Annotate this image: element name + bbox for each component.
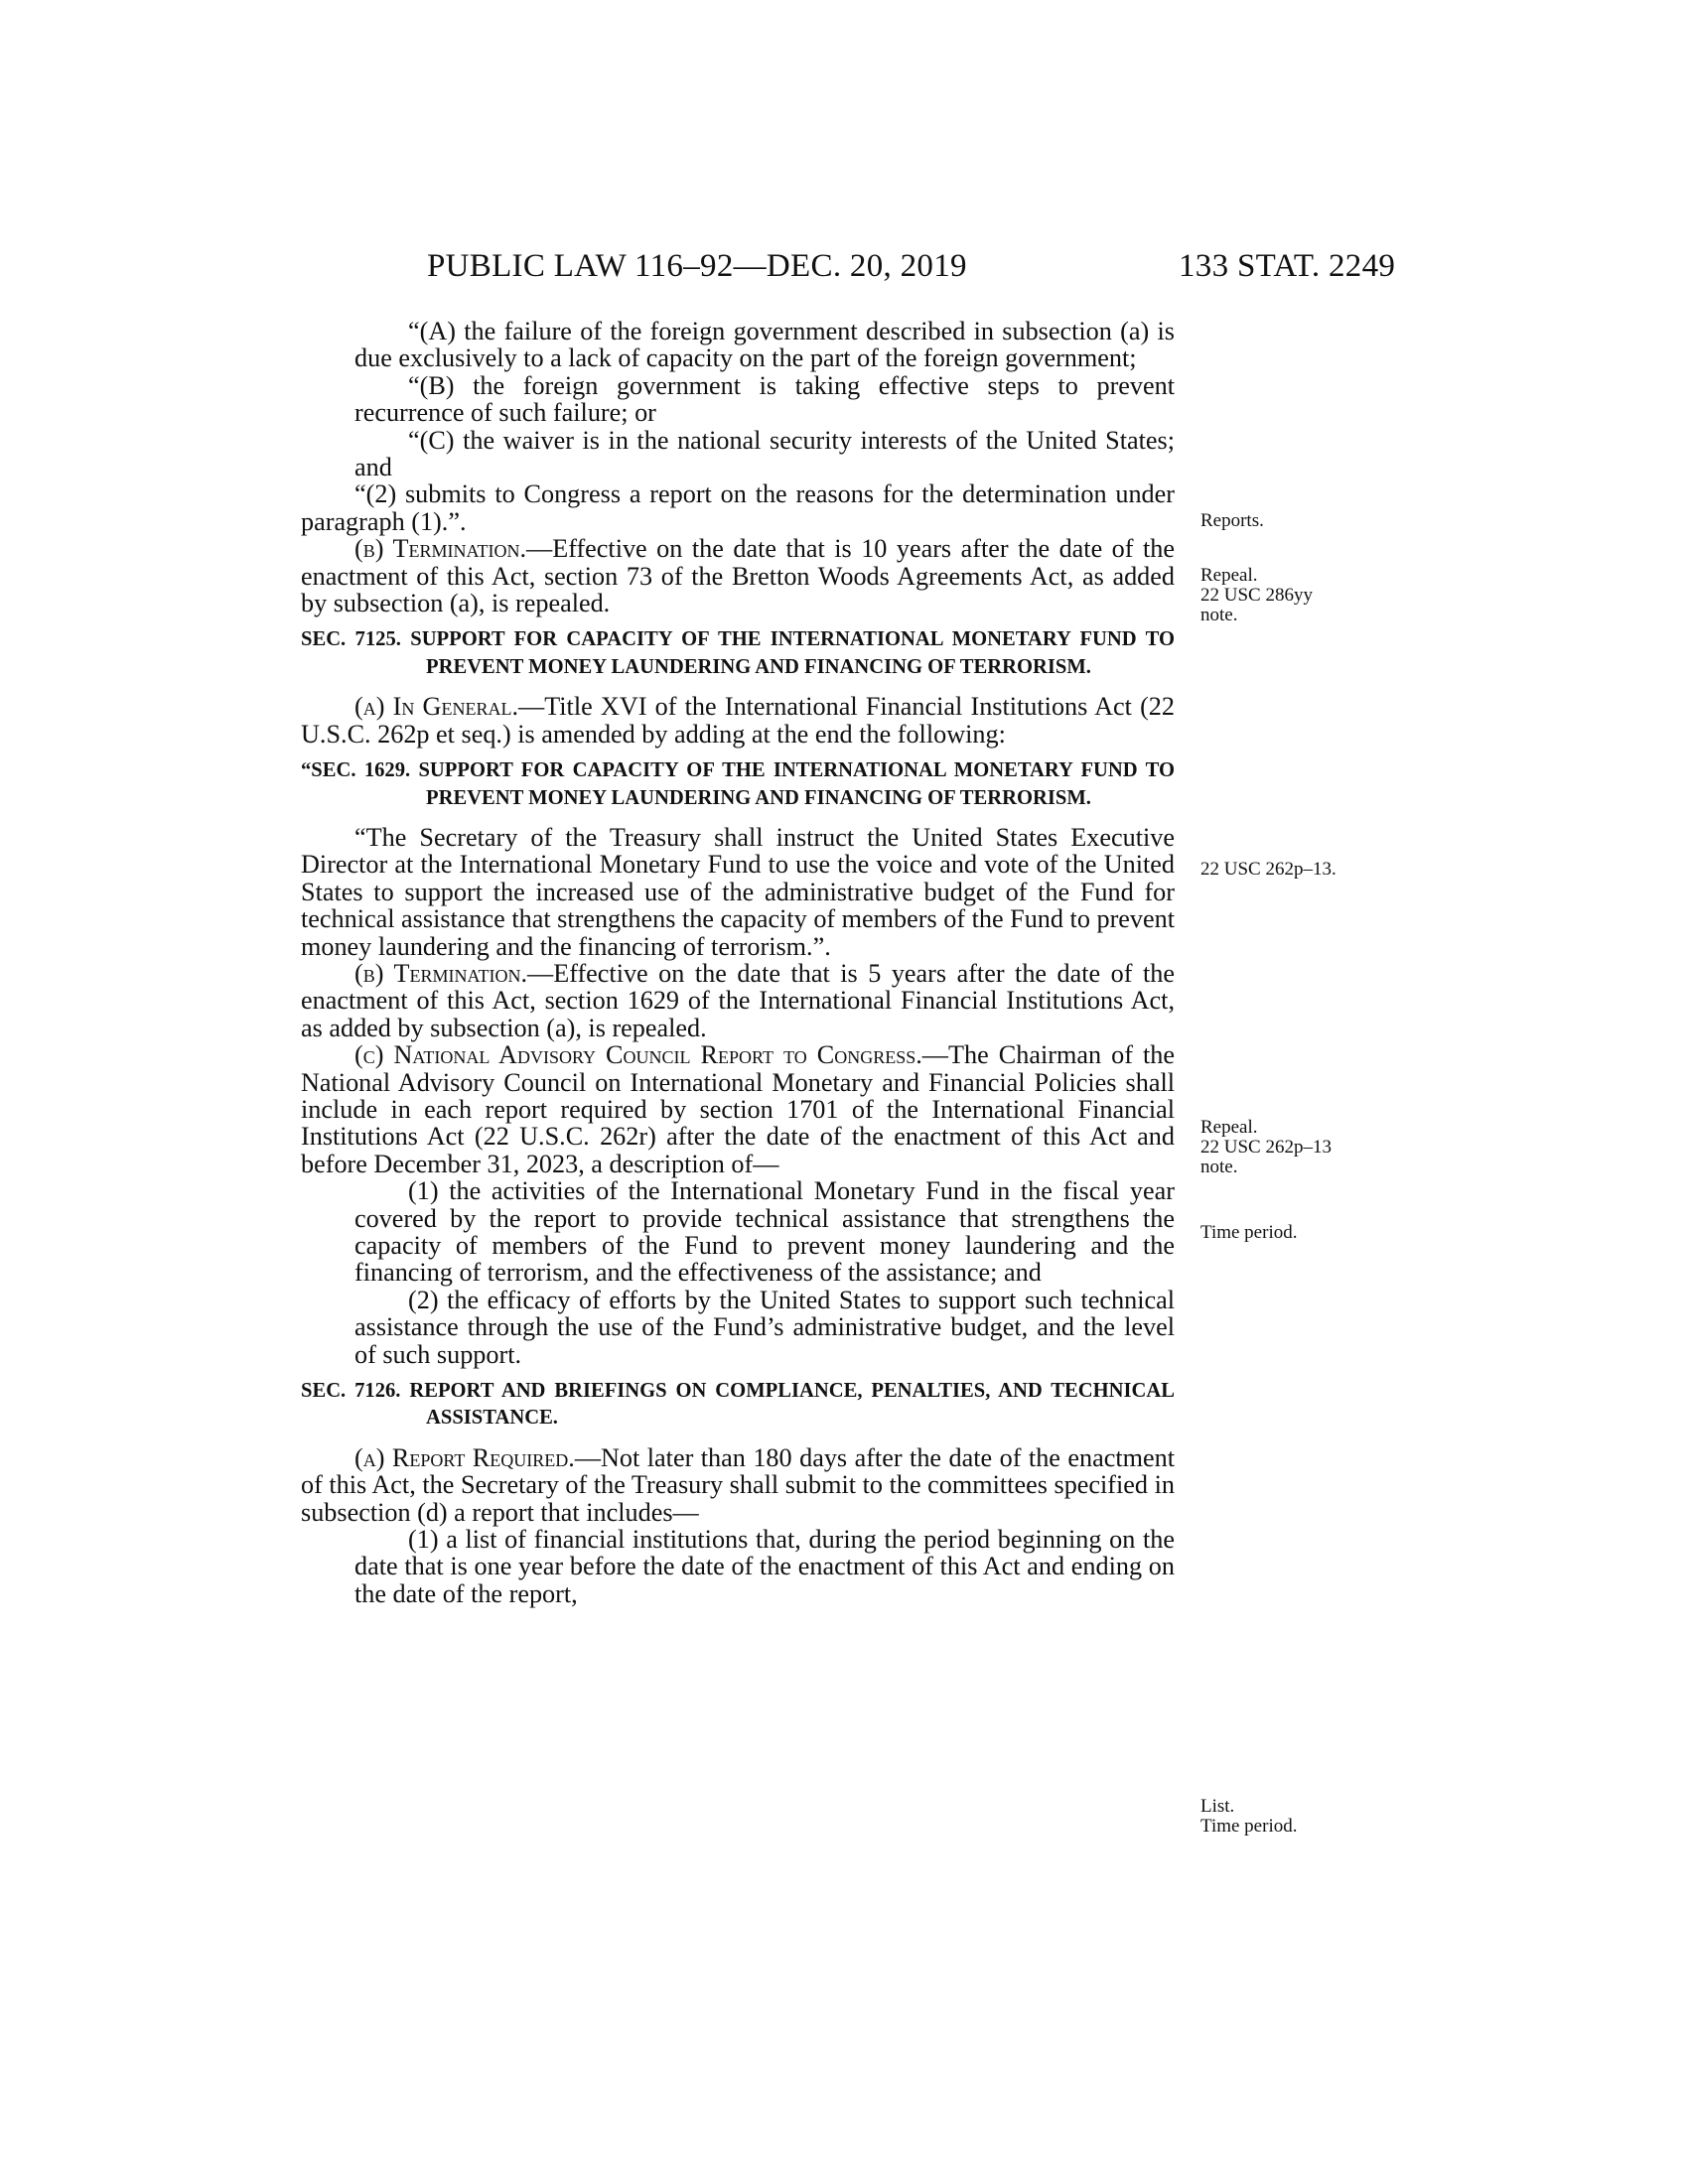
section-7126-heading: SEC. 7126. REPORT AND BRIEFINGS ON COMPLIANCE, PENALTIES, AND TECHNICAL ASSISTANCE. <box>301 1380 1175 1430</box>
margin-note-time-period: Time period. <box>1200 1222 1298 1243</box>
subsection-a-report-required <box>301 1444 1175 1526</box>
subsection-text: —Effective on the date that is 10 years after the date of the enactment of this Act, section 73 of the Bretton Woods Agreements Act, as added by subsection (a), is repealed. <box>301 534 1175 618</box>
section-7125-heading: SEC. 7125. SUPPORT FOR CAPACITY OF THE INTERNATIONAL MONETARY FUND TO PREVENT MONEY LAUNDERING AND FINANCING OF TERRORISM. <box>301 628 1175 678</box>
subsection-label: (b) Termination. <box>354 534 527 564</box>
subsection-text: —Title XVI of the International Financial Institutions Act (22 U.S.C. 262p et seq.) is amended by adding at the end the following: <box>301 692 1175 749</box>
clause-c-paragraph: “(C) the waiver is in the national security interests of the United States; and <box>354 425 1175 482</box>
margin-note-list: List. <box>1200 1796 1235 1817</box>
subsection-text: —Effective on the date that is 5 years after the date of the enactment of this Act, section 1629 of the International Financial Institutions Act, as added by subsection (a), is repealed. <box>301 958 1175 1042</box>
margin-note-repeal: Repeal. <box>1200 565 1258 586</box>
clause-a-paragraph: “(A) the failure of the foreign government described in subsection (a) is due exclusively to a lack of capacity on the part of the foreign government; <box>354 317 1175 373</box>
item-2-efficacy: (2) the efficacy of efforts by the United States to support such technical assistance through the use of the Fund’s administrative budget, and the level of such support. <box>354 1285 1175 1369</box>
margin-note-reports: Reports. <box>1200 510 1264 531</box>
subsection-b-termination-1 <box>301 535 1175 616</box>
subsection-label: (b) Termination. <box>354 958 528 988</box>
item-1-activities: (1) the activities of the International Monetary Fund in the fiscal year covered by the report to provide technical assistance that strengthens the capacity of members of the Fund to prevent money laundering and the financing of terrorism, and the effectiveness of the assistance; and <box>354 1176 1175 1288</box>
page-number: 133 STAT. 2249 <box>1179 248 1396 284</box>
subsection-text: —The Chairman of the National Advisory Council on International Monetary and Financial Policies shall include in each report required by section 1701 of the International Financial Institutions Act (22 U.S.C. 262r) after the date of the enactment of this Act and before December 31, 2023, a description of— <box>301 1040 1175 1178</box>
item-1-financial-institutions: (1) a list of financial institutions that, during the period beginning on the date that is one year before the date of the enactment of this Act and ending on the date of the report, <box>354 1525 1175 1608</box>
margin-note-usc: 22 USC 262p–13 <box>1200 1137 1332 1158</box>
subsection-b-termination-2 <box>301 960 1175 1041</box>
main-text-column <box>301 318 1175 1607</box>
subsection-label: (a) Report Required. <box>354 1442 575 1472</box>
section-1629-text: “The Secretary of the Treasury shall instruct the United States Executive Director at the International Monetary Fund to use the voice and vote of the United States to support the increased use of the administrative budget of the Fund for technical assistance that strengthens the capacity of members of the Fund to prevent money laundering and the financing of terrorism.”. <box>301 822 1175 961</box>
page-header-title: PUBLIC LAW 116–92—DEC. 20, 2019 <box>427 248 967 284</box>
subsection-text: —Not later than 180 days after the date of the enactment of this Act, the Secretary of the Treasury shall submit to the committees specified in subsection (d) a report that includes— <box>301 1442 1175 1527</box>
margin-note-note: note. <box>1200 1157 1238 1177</box>
clause-b-paragraph: “(B) the foreign government is taking effective steps to prevent recurrence of such failure; or <box>354 370 1175 428</box>
margin-note-usc: 22 USC 286yy <box>1200 585 1313 606</box>
subsection-label: (a) In General. <box>354 692 518 722</box>
margin-note-time-period: Time period. <box>1200 1816 1298 1837</box>
subsection-label: (c) National Advisory Council Report to Congress. <box>354 1040 922 1070</box>
subsection-a-in-general <box>301 693 1175 748</box>
margin-note-note: note. <box>1200 605 1238 625</box>
margin-note-usc: 22 USC 262p–13. <box>1200 859 1336 880</box>
subsection-c-nac-report <box>301 1041 1175 1177</box>
section-1629-heading: “SEC. 1629. SUPPORT FOR CAPACITY OF THE INTERNATIONAL MONETARY FUND TO PREVENT MONEY LAUNDERING AND FINANCING OF TERRORISM. <box>301 759 1175 809</box>
paragraph-2-report: “(2) submits to Congress a report on the reasons for the determination under paragraph (1).”. <box>301 479 1175 536</box>
margin-note-repeal: Repeal. <box>1200 1117 1258 1138</box>
